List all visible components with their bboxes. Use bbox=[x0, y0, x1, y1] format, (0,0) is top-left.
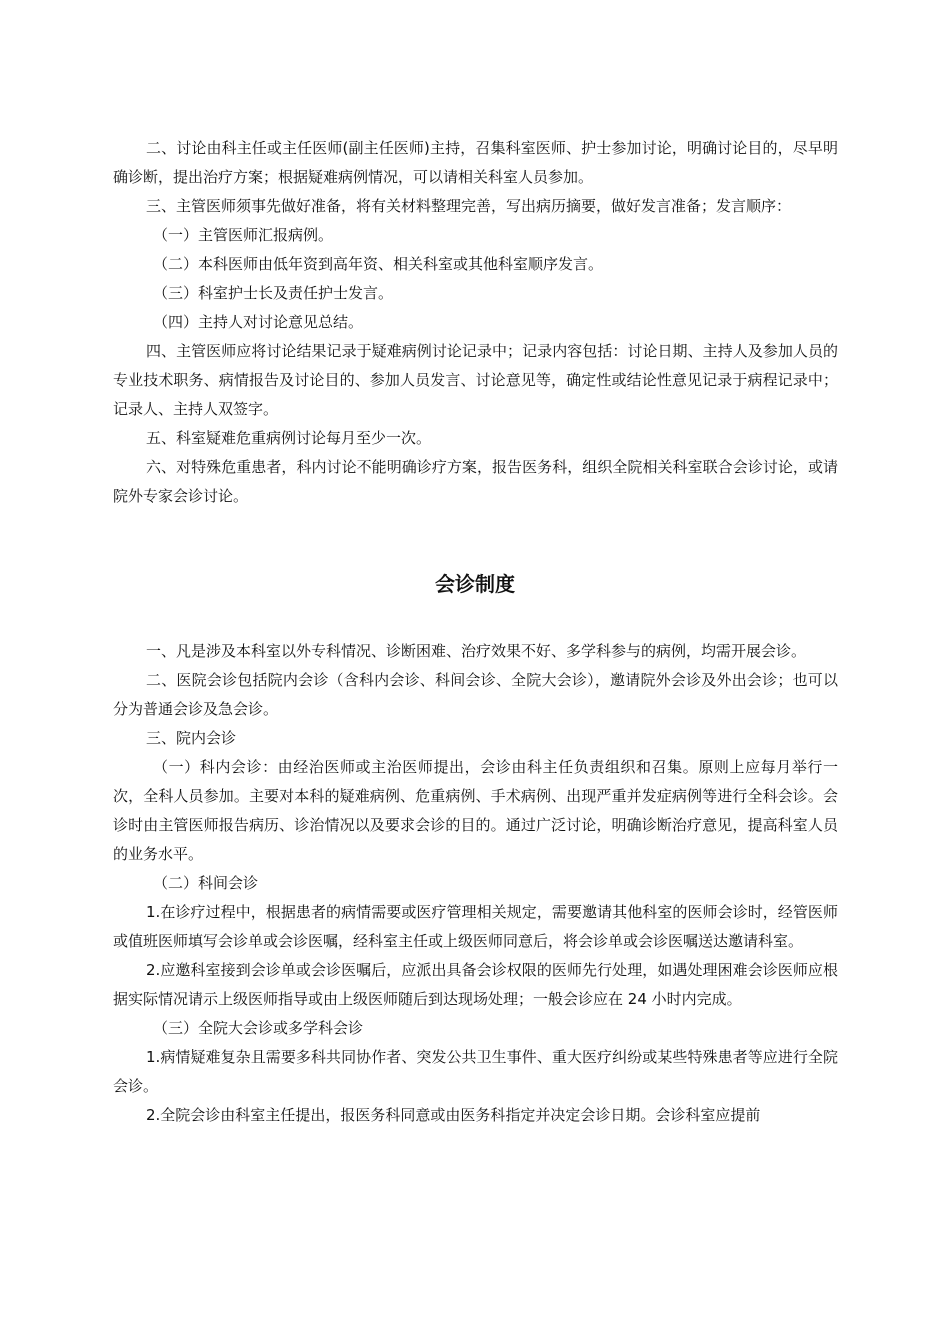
paragraph: （二）科间会诊 bbox=[153, 874, 259, 892]
paragraph: 二、讨论由科主任或主任医师(副主任医师)主持，召集科室医师、护士参加讨论，明确讨论目的，尽早明确诊断，提出治疗方案；根据疑难病例情况，可以请相关科室人员参加。 bbox=[113, 139, 838, 186]
paragraph: （三）全院大会诊或多学科会诊 bbox=[153, 1019, 364, 1037]
paragraph: 三、主管医师须事先做好准备，将有关材料整理完善，写出病历摘要，做好发言准备；发言顺序： bbox=[146, 197, 792, 215]
paragraph: 1.在诊疗过程中，根据患者的病情需要或医疗管理相关规定，需要邀请其他科室的医师会诊时，经管医师或值班医师填写会诊单或会诊医嘱，经科室主任或上级医师同意后，将会诊单或会诊医嘱送达邀请科室。 bbox=[113, 903, 838, 950]
paragraph: 六、对特殊危重患者，科内讨论不能明确诊疗方案，报告医务科，组织全院相关科室联合会诊讨论，或请院外专家会诊讨论。 bbox=[113, 458, 838, 505]
paragraph: 1.病情疑难复杂且需要多科共同协作者、突发公共卫生事件、重大医疗纠纷或某些特殊患者等应进行全院会诊。 bbox=[113, 1048, 838, 1095]
paragraph: （一）主管医师汇报病例。 bbox=[153, 226, 334, 244]
paragraph: 2.应邀科室接到会诊单或会诊医嘱后，应派出具备会诊权限的医师先行处理，如遇处理困难会诊医师应根据实际情况请示上级医师指导或由上级医师随后到达现场处理；一般会诊应在 24 小时内完成。 bbox=[113, 961, 838, 1008]
paragraph: 二、医院会诊包括院内会诊（含科内会诊、科间会诊、全院大会诊），邀请院外会诊及外出会诊；也可以分为普通会诊及急会诊。 bbox=[113, 671, 838, 718]
consultation-rules-section bbox=[113, 637, 838, 1130]
paragraph: 一、凡是涉及本科室以外专科情况、诊断困难、治疗效果不好、多学科参与的病例，均需开展会诊。 bbox=[146, 642, 807, 660]
section-title: 会诊制度 bbox=[435, 572, 515, 596]
paragraph: 三、院内会诊 bbox=[146, 729, 237, 747]
discussion-rules-section bbox=[113, 134, 838, 511]
paragraph: 2.全院会诊由科室主任提出，报医务科同意或由医务科指定并决定会诊日期。会诊科室应提前 bbox=[146, 1106, 761, 1124]
paragraph: （二）本科医师由低年资到高年资、相关科室或其他科室顺序发言。 bbox=[153, 255, 604, 273]
paragraph: （四）主持人对讨论意见总结。 bbox=[153, 313, 364, 331]
paragraph: 五、科室疑难危重病例讨论每月至少一次。 bbox=[146, 429, 432, 447]
paragraph: 四、主管医师应将讨论结果记录于疑难病例讨论记录中；记录内容包括：讨论日期、主持人及参加人员的专业技术职务、病情报告及讨论目的、参加人员发言、讨论意见等，确定性或结论性意见记录于病程记录中； 记录人、主持人双签字。 bbox=[113, 342, 838, 418]
paragraph: （一）科内会诊：由经治医师或主治医师提出，会诊由科主任负责组织和召集。原则上应每月举行一次，全科人员参加。主要对本科的疑难病例、危重病例、手术病例、出现严重并发症病例等进行全科会诊。会诊时由主管医师报告病历、诊治情况以及要求会诊的目的。通过广泛讨论，明确诊断治疗意见，提高科室人员的业务水平。 bbox=[113, 758, 838, 863]
paragraph: （三）科室护士长及责任护士发言。 bbox=[153, 284, 394, 302]
